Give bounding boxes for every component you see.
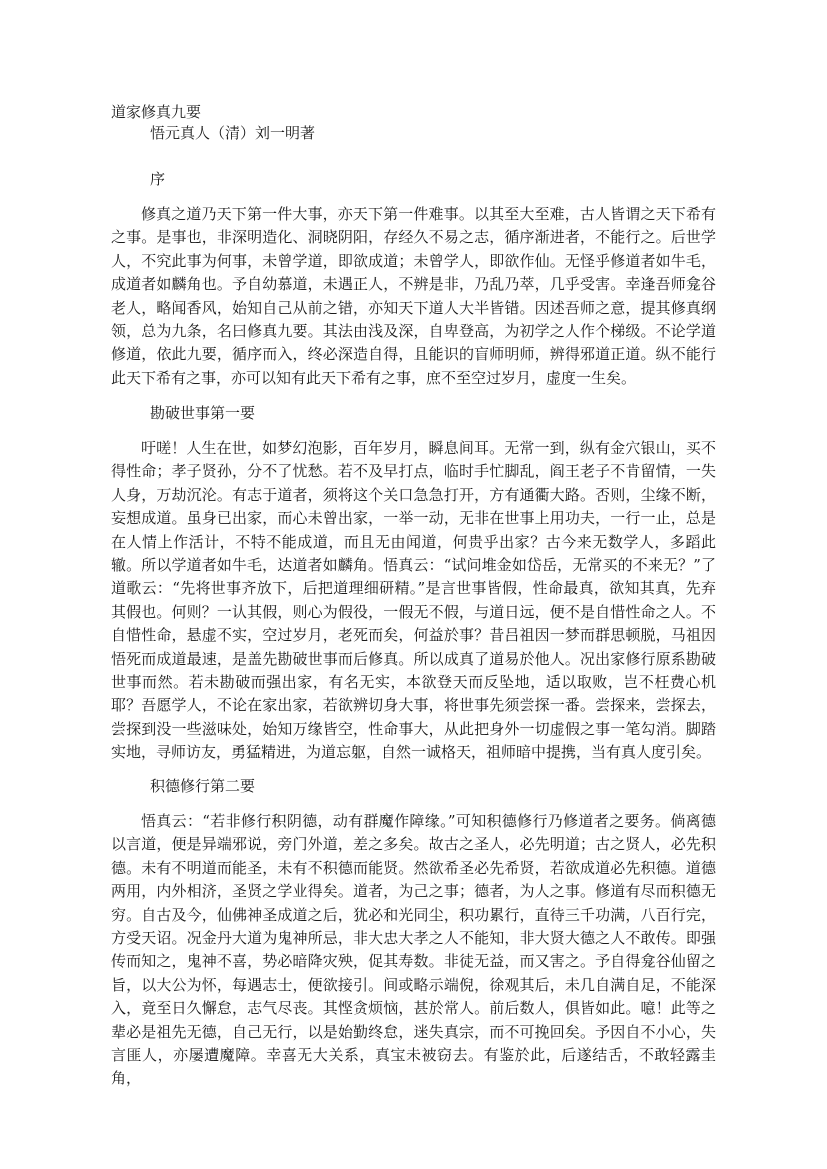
section-heading-1: 勘破世事第一要 xyxy=(150,404,256,422)
section-heading-2: 积德修行第二要 xyxy=(150,777,256,795)
section-paragraph-1: 吁嗟！人生在世，如梦幻泡影，百年岁月，瞬息间耳。无常一到，纵有金穴银山，买不得性命；孝子贤孙，分不了忧愁。若不及早打点，临时手忙脚乱，阎王老子不肯留情，一失人身，万劫沉沦。有志于道者，须将这个关口急急打开，方有通衢大路。否则，尘缘不断，妄想成道。虽身已出家，而心未曾出家，一举一动，无非在世事上用功夫，一行一止，总是在人情上作活计，不特不能成道，而且无由闻道，何贵乎出家？古今来无数学人，多蹈此辙。所以学道者如牛毛，达道者如麟角。悟真云：“试问堆金如岱岳，无常买的不来无？”了道歌云：“先将世事齐放下，后把道理细研精。”是言世事皆假，性命最真，欲知其真，先弃其假也。何则？一认其假，则心为假役，一假无不假，与道日远，便不是自惜性命之人。不自惜性命，悬虚不实，空过岁月，老死而矣，何益於事？昔吕祖因一梦而群思顿脱，马祖因悟死而成道最速，是盖先勘破世事而后修真。所以成真了道易於他人。况出家修行原系勘破世事而然。若未勘破而强出家，有名无实，本欲登天而反坠地，适以取败，岂不枉费心机耶？吾愿学人，不论在家出家，若欲辨切身大事，将世事先须尝探一番。尝探来，尝探去，尝探到没一些滋味处，始知万缘皆空，性命事大，从此把身外一切虚假之事一笔勾消。脚踏实地，寻师访友，勇猛精进，为道忘躯，自然一诚格天，祖师暗中提携，当有真人度引矣。 xyxy=(111,439,716,762)
section-paragraph-2: 悟真云：“若非修行积阴德，动有群魔作障缘。”可知积德修行乃修道者之要务。倘离德以言道，便是异端邪说，旁门外道，差之多矣。故古之圣人，必先明道；古之贤人，必先积德。未有不明道而能圣，未有不积德而能贤。然欲希圣必先希贤，若欲成道必先积德。道德两用，内外相济，圣贤之学业得矣。道者，为己之事；德者，为人之事。修道有尽而积德无穷。自古及今，仙佛神圣成道之后，犹必和光同尘，积功累行，直待三千功满，八百行完，方受天诏。况金丹大道为鬼神所忌，非大忠大孝之人不能知，非大贤大德之人不敢传。即强传而知之，鬼神不喜，势必暗降灾殃，促其寿数。非徒无益，而又害之。予自得龛谷仙留之旨，以大公为怀，每遇志士，便欲接引。间或略示端倪，徐观其后，未几自满自足，不能深入，竟至日久懈怠，志气尽丧。其悭贪烦恼，甚於常人。前后数人，俱皆如此。噫！此等之辈必是祖先无德，自己无行，以是始勤终怠，迷失真宗，而不可挽回矣。予因自不小心，失言匪人，亦屡遭魔障。幸喜无大关系，真宝未被窃去。有鉴於此，后遂结舌，不敢轻露圭角， xyxy=(111,812,716,1088)
document-author: 悟元真人（清）刘一明著 xyxy=(150,124,316,142)
preface-heading: 序 xyxy=(150,170,166,188)
document-title: 道家修真九要 xyxy=(111,103,202,121)
preface-paragraph: 修真之道乃天下第一件大事，亦天下第一件难事。以其至大至难，古人皆谓之天下希有之事。是事也，非深明造化、洞晓阴阳，存经久不易之志，循序渐进者，不能行之。后世学人，不究此事为何事，未曾学道，即欲成道；未曾学人，即欲作仙。无怪乎修道者如牛毛，成道者如麟角也。予自幼慕道，未遇正人，不辨是非，乃乱乃萃，几乎受害。幸逢吾师龛谷老人，略闻香风，始知自己从前之错，亦知天下道人大半皆错。因述吾师之意，提其修真纲领，总为九条，名曰修真九要。其法由浅及深，自卑登高，为初学之人作个梯级。不论学道修道，依此九要，循序而入，终必深造自得，且能识的盲师明师，辨得邪道正道。纵不能行此天下希有之事，亦可以知有此天下希有之事，庶不至空过岁月，虚度一生矣。 xyxy=(111,205,716,387)
